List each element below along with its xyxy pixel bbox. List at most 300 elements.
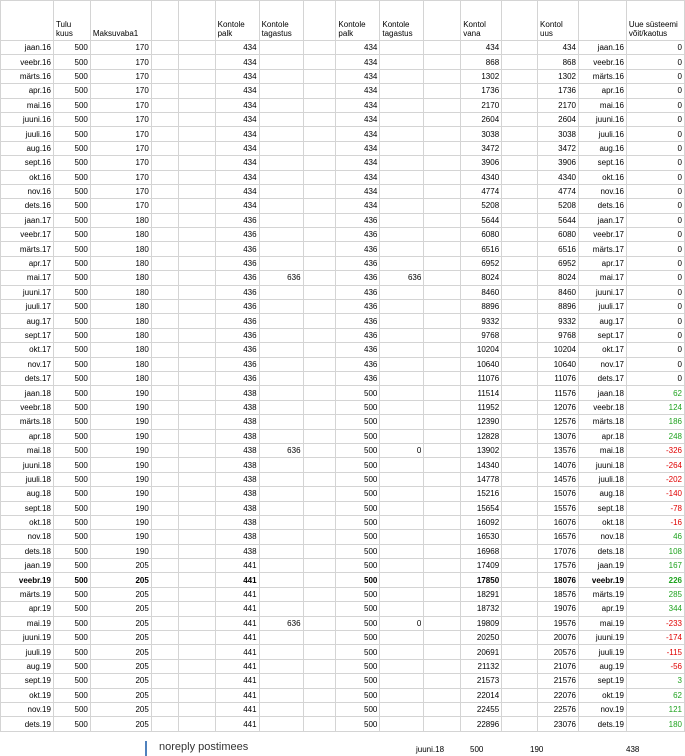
- cell-old-return[interactable]: [259, 98, 303, 112]
- cell-old-salary[interactable]: 434: [215, 127, 259, 141]
- cell-new-salary[interactable]: 436: [336, 213, 380, 227]
- cell-blank-b[interactable]: [178, 242, 215, 256]
- cell-month[interactable]: märts.19: [1, 587, 54, 601]
- cell-blank-c[interactable]: [303, 587, 336, 601]
- header-cell-new-balance[interactable]: Kontol uus: [538, 1, 579, 41]
- cell-blank-e[interactable]: [502, 300, 538, 314]
- cell-allowance[interactable]: 190: [90, 530, 151, 544]
- cell-old-balance[interactable]: 15216: [461, 487, 502, 501]
- cell-blank-d[interactable]: [424, 645, 461, 659]
- cell-gain-loss[interactable]: -174: [626, 631, 684, 645]
- cell-new-balance[interactable]: 6080: [538, 228, 579, 242]
- cell-blank-d[interactable]: [424, 271, 461, 285]
- cell-month-repeat[interactable]: juuli.18: [578, 472, 626, 486]
- cell-blank-e[interactable]: [502, 631, 538, 645]
- cell-new-salary[interactable]: 500: [336, 386, 380, 400]
- cell-blank-d[interactable]: [424, 515, 461, 529]
- cell-new-salary[interactable]: 500: [336, 415, 380, 429]
- cell-blank-c[interactable]: [303, 688, 336, 702]
- cell-allowance[interactable]: 205: [90, 602, 151, 616]
- cell-month-repeat[interactable]: juuni.19: [578, 631, 626, 645]
- cell-old-return[interactable]: [259, 472, 303, 486]
- cell-blank-d[interactable]: [424, 415, 461, 429]
- cell-month-repeat[interactable]: mai.17: [578, 271, 626, 285]
- cell-old-balance[interactable]: 8896: [461, 300, 502, 314]
- cell-blank-c[interactable]: [303, 98, 336, 112]
- cell-blank-c[interactable]: [303, 674, 336, 688]
- cell-allowance[interactable]: 170: [90, 84, 151, 98]
- cell-blank-b[interactable]: [178, 170, 215, 184]
- cell-income[interactable]: 500: [53, 156, 90, 170]
- cell-blank-d[interactable]: [424, 156, 461, 170]
- cell-old-balance[interactable]: 12828: [461, 429, 502, 443]
- cell-month[interactable]: märts.16: [1, 69, 54, 83]
- cell-old-salary[interactable]: 434: [215, 55, 259, 69]
- cell-old-salary[interactable]: 441: [215, 688, 259, 702]
- cell-blank-b[interactable]: [178, 55, 215, 69]
- cell-blank-a[interactable]: [151, 702, 178, 716]
- cell-new-return[interactable]: [380, 343, 424, 357]
- cell-blank-a[interactable]: [151, 386, 178, 400]
- cell-blank-a[interactable]: [151, 271, 178, 285]
- cell-month[interactable]: apr.18: [1, 429, 54, 443]
- cell-blank-c[interactable]: [303, 184, 336, 198]
- cell-old-salary[interactable]: 434: [215, 170, 259, 184]
- cell-gain-loss[interactable]: 62: [626, 386, 684, 400]
- cell-new-salary[interactable]: 500: [336, 487, 380, 501]
- cell-income[interactable]: 500: [53, 112, 90, 126]
- cell-new-balance[interactable]: 17076: [538, 544, 579, 558]
- cell-old-salary[interactable]: 434: [215, 112, 259, 126]
- cell-new-balance[interactable]: 6516: [538, 242, 579, 256]
- cell-blank-b[interactable]: [178, 400, 215, 414]
- cell-blank-e[interactable]: [502, 98, 538, 112]
- cell-new-salary[interactable]: 500: [336, 429, 380, 443]
- cell-new-salary[interactable]: 434: [336, 141, 380, 155]
- cell-blank-c[interactable]: [303, 443, 336, 457]
- cell-blank-e[interactable]: [502, 429, 538, 443]
- cell-old-return[interactable]: [259, 587, 303, 601]
- cell-blank-e[interactable]: [502, 544, 538, 558]
- cell-blank-c[interactable]: [303, 170, 336, 184]
- cell-month-repeat[interactable]: märts.17: [578, 242, 626, 256]
- cell-allowance[interactable]: 190: [90, 501, 151, 515]
- cell-month-repeat[interactable]: juuli.16: [578, 127, 626, 141]
- cell-old-salary[interactable]: 434: [215, 98, 259, 112]
- cell-allowance[interactable]: 180: [90, 256, 151, 270]
- cell-new-balance[interactable]: 9332: [538, 314, 579, 328]
- cell-blank-a[interactable]: [151, 213, 178, 227]
- cell-new-balance[interactable]: 21576: [538, 674, 579, 688]
- cell-blank-d[interactable]: [424, 69, 461, 83]
- cell-income[interactable]: 500: [53, 400, 90, 414]
- cell-blank-c[interactable]: [303, 472, 336, 486]
- cell-old-return[interactable]: [259, 559, 303, 573]
- cell-blank-e[interactable]: [502, 228, 538, 242]
- cell-blank-c[interactable]: [303, 415, 336, 429]
- cell-month[interactable]: juuni.17: [1, 285, 54, 299]
- cell-month[interactable]: juuli.18: [1, 472, 54, 486]
- cell-new-salary[interactable]: 434: [336, 156, 380, 170]
- cell-old-salary[interactable]: 441: [215, 631, 259, 645]
- cell-income[interactable]: 500: [53, 587, 90, 601]
- cell-month[interactable]: veebr.16: [1, 55, 54, 69]
- cell-old-salary[interactable]: 436: [215, 328, 259, 342]
- cell-month-repeat[interactable]: sept.18: [578, 501, 626, 515]
- cell-blank-e[interactable]: [502, 184, 538, 198]
- cell-blank-e[interactable]: [502, 285, 538, 299]
- cell-blank-d[interactable]: [424, 41, 461, 55]
- cell-new-return[interactable]: [380, 242, 424, 256]
- cell-old-balance[interactable]: 22455: [461, 702, 502, 716]
- cell-blank-e[interactable]: [502, 717, 538, 731]
- cell-month-repeat[interactable]: juuni.17: [578, 285, 626, 299]
- cell-allowance[interactable]: 190: [90, 443, 151, 457]
- cell-new-return[interactable]: [380, 371, 424, 385]
- cell-income[interactable]: 500: [53, 702, 90, 716]
- cell-new-balance[interactable]: 9768: [538, 328, 579, 342]
- cell-old-return[interactable]: [259, 55, 303, 69]
- cell-blank-d[interactable]: [424, 587, 461, 601]
- cell-gain-loss[interactable]: 285: [626, 587, 684, 601]
- cell-blank-d[interactable]: [424, 314, 461, 328]
- cell-allowance[interactable]: 205: [90, 717, 151, 731]
- cell-blank-c[interactable]: [303, 69, 336, 83]
- cell-new-salary[interactable]: 500: [336, 501, 380, 515]
- cell-old-salary[interactable]: 438: [215, 544, 259, 558]
- cell-month[interactable]: dets.19: [1, 717, 54, 731]
- cell-month[interactable]: veebr.18: [1, 400, 54, 414]
- cell-gain-loss[interactable]: -140: [626, 487, 684, 501]
- cell-old-salary[interactable]: 436: [215, 228, 259, 242]
- cell-blank-b[interactable]: [178, 141, 215, 155]
- cell-month[interactable]: jaan.19: [1, 559, 54, 573]
- cell-month[interactable]: mai.18: [1, 443, 54, 457]
- cell-month[interactable]: juuli.16: [1, 127, 54, 141]
- cell-old-salary[interactable]: 438: [215, 501, 259, 515]
- cell-gain-loss[interactable]: 0: [626, 228, 684, 242]
- cell-gain-loss[interactable]: 0: [626, 112, 684, 126]
- cell-blank-e[interactable]: [502, 702, 538, 716]
- cell-income[interactable]: 500: [53, 343, 90, 357]
- cell-income[interactable]: 500: [53, 717, 90, 731]
- cell-new-return[interactable]: 636: [380, 271, 424, 285]
- cell-blank-a[interactable]: [151, 415, 178, 429]
- cell-blank-a[interactable]: [151, 357, 178, 371]
- cell-old-salary[interactable]: 438: [215, 429, 259, 443]
- cell-month[interactable]: juuli.19: [1, 645, 54, 659]
- cell-blank-d[interactable]: [424, 400, 461, 414]
- cell-old-salary[interactable]: 438: [215, 515, 259, 529]
- cell-blank-d[interactable]: [424, 458, 461, 472]
- cell-allowance[interactable]: 170: [90, 199, 151, 213]
- cell-new-balance[interactable]: 17576: [538, 559, 579, 573]
- cell-gain-loss[interactable]: 0: [626, 141, 684, 155]
- cell-blank-a[interactable]: [151, 587, 178, 601]
- cell-old-balance[interactable]: 3472: [461, 141, 502, 155]
- cell-month[interactable]: mai.17: [1, 271, 54, 285]
- cell-blank-c[interactable]: [303, 602, 336, 616]
- cell-old-balance[interactable]: 6080: [461, 228, 502, 242]
- cell-month[interactable]: juuni.19: [1, 631, 54, 645]
- cell-new-return[interactable]: [380, 544, 424, 558]
- cell-old-balance[interactable]: 21132: [461, 659, 502, 673]
- cell-blank-e[interactable]: [502, 616, 538, 630]
- cell-month[interactable]: dets.16: [1, 199, 54, 213]
- cell-new-balance[interactable]: 6952: [538, 256, 579, 270]
- cell-month-repeat[interactable]: dets.18: [578, 544, 626, 558]
- cell-gain-loss[interactable]: 0: [626, 170, 684, 184]
- cell-blank-e[interactable]: [502, 156, 538, 170]
- cell-month-repeat[interactable]: märts.18: [578, 415, 626, 429]
- cell-old-salary[interactable]: 436: [215, 285, 259, 299]
- cell-blank-a[interactable]: [151, 98, 178, 112]
- cell-new-salary[interactable]: 436: [336, 371, 380, 385]
- cell-income[interactable]: 500: [53, 271, 90, 285]
- cell-new-salary[interactable]: 436: [336, 328, 380, 342]
- cell-new-balance[interactable]: 14576: [538, 472, 579, 486]
- cell-income[interactable]: 500: [53, 472, 90, 486]
- cell-allowance[interactable]: 190: [90, 472, 151, 486]
- cell-income[interactable]: 500: [53, 688, 90, 702]
- cell-gain-loss[interactable]: 180: [626, 717, 684, 731]
- cell-blank-a[interactable]: [151, 400, 178, 414]
- cell-new-salary[interactable]: 500: [336, 400, 380, 414]
- cell-blank-b[interactable]: [178, 501, 215, 515]
- cell-month[interactable]: jaan.18: [1, 386, 54, 400]
- cell-new-balance[interactable]: 19076: [538, 602, 579, 616]
- cell-gain-loss[interactable]: -233: [626, 616, 684, 630]
- cell-old-balance[interactable]: 12390: [461, 415, 502, 429]
- cell-income[interactable]: 500: [53, 501, 90, 515]
- cell-blank-b[interactable]: [178, 184, 215, 198]
- cell-income[interactable]: 500: [53, 199, 90, 213]
- cell-month[interactable]: apr.16: [1, 84, 54, 98]
- cell-old-return[interactable]: [259, 659, 303, 673]
- cell-allowance[interactable]: 170: [90, 156, 151, 170]
- cell-blank-d[interactable]: [424, 228, 461, 242]
- cell-new-return[interactable]: [380, 357, 424, 371]
- cell-month-repeat[interactable]: veebr.18: [578, 400, 626, 414]
- cell-month-repeat[interactable]: okt.19: [578, 688, 626, 702]
- header-cell-old-balance[interactable]: Kontol vana: [461, 1, 502, 41]
- cell-gain-loss[interactable]: 0: [626, 84, 684, 98]
- cell-old-salary[interactable]: 441: [215, 674, 259, 688]
- cell-new-balance[interactable]: 8024: [538, 271, 579, 285]
- cell-blank-d[interactable]: [424, 717, 461, 731]
- cell-month[interactable]: sept.18: [1, 501, 54, 515]
- cell-month-repeat[interactable]: jaan.16: [578, 41, 626, 55]
- cell-old-return[interactable]: [259, 199, 303, 213]
- cell-gain-loss[interactable]: 344: [626, 602, 684, 616]
- cell-blank-c[interactable]: [303, 400, 336, 414]
- cell-allowance[interactable]: 205: [90, 559, 151, 573]
- cell-blank-c[interactable]: [303, 328, 336, 342]
- cell-old-return[interactable]: [259, 501, 303, 515]
- cell-income[interactable]: 500: [53, 314, 90, 328]
- cell-month-repeat[interactable]: märts.19: [578, 587, 626, 601]
- cell-new-balance[interactable]: 20576: [538, 645, 579, 659]
- cell-blank-d[interactable]: [424, 213, 461, 227]
- cell-blank-e[interactable]: [502, 343, 538, 357]
- cell-blank-d[interactable]: [424, 98, 461, 112]
- cell-new-return[interactable]: [380, 559, 424, 573]
- cell-blank-c[interactable]: [303, 357, 336, 371]
- cell-month-repeat[interactable]: okt.18: [578, 515, 626, 529]
- cell-old-salary[interactable]: 436: [215, 314, 259, 328]
- cell-blank-b[interactable]: [178, 127, 215, 141]
- cell-new-balance[interactable]: 434: [538, 41, 579, 55]
- cell-blank-d[interactable]: [424, 573, 461, 587]
- cell-blank-e[interactable]: [502, 559, 538, 573]
- cell-blank-d[interactable]: [424, 343, 461, 357]
- cell-month[interactable]: jaan.16: [1, 41, 54, 55]
- cell-blank-c[interactable]: [303, 300, 336, 314]
- cell-blank-c[interactable]: [303, 573, 336, 587]
- cell-month-repeat[interactable]: dets.16: [578, 199, 626, 213]
- cell-allowance[interactable]: 170: [90, 170, 151, 184]
- cell-new-balance[interactable]: 3038: [538, 127, 579, 141]
- cell-month[interactable]: nov.16: [1, 184, 54, 198]
- cell-income[interactable]: 500: [53, 256, 90, 270]
- cell-blank-e[interactable]: [502, 602, 538, 616]
- cell-blank-a[interactable]: [151, 242, 178, 256]
- cell-gain-loss[interactable]: 124: [626, 400, 684, 414]
- cell-new-salary[interactable]: 500: [336, 645, 380, 659]
- cell-new-salary[interactable]: 434: [336, 69, 380, 83]
- cell-old-salary[interactable]: 436: [215, 271, 259, 285]
- cell-blank-c[interactable]: [303, 55, 336, 69]
- cell-blank-b[interactable]: [178, 645, 215, 659]
- cell-allowance[interactable]: 190: [90, 544, 151, 558]
- cell-gain-loss[interactable]: 0: [626, 127, 684, 141]
- cell-new-salary[interactable]: 434: [336, 199, 380, 213]
- cell-blank-c[interactable]: [303, 530, 336, 544]
- cell-blank-b[interactable]: [178, 587, 215, 601]
- cell-gain-loss[interactable]: -78: [626, 501, 684, 515]
- cell-blank-c[interactable]: [303, 645, 336, 659]
- cell-new-return[interactable]: [380, 501, 424, 515]
- cell-old-salary[interactable]: 434: [215, 184, 259, 198]
- header-cell-old-salary[interactable]: Kontole palk: [215, 1, 259, 41]
- cell-old-balance[interactable]: 4774: [461, 184, 502, 198]
- cell-gain-loss[interactable]: 0: [626, 156, 684, 170]
- cell-old-balance[interactable]: 15654: [461, 501, 502, 515]
- cell-old-return[interactable]: [259, 386, 303, 400]
- cell-old-balance[interactable]: 3038: [461, 127, 502, 141]
- cell-blank-e[interactable]: [502, 530, 538, 544]
- cell-new-return[interactable]: [380, 530, 424, 544]
- cell-old-salary[interactable]: 434: [215, 141, 259, 155]
- cell-new-salary[interactable]: 436: [336, 256, 380, 270]
- cell-new-balance[interactable]: 21076: [538, 659, 579, 673]
- cell-month-repeat[interactable]: nov.19: [578, 702, 626, 716]
- cell-gain-loss[interactable]: 0: [626, 55, 684, 69]
- cell-new-balance[interactable]: 11076: [538, 371, 579, 385]
- cell-new-return[interactable]: [380, 127, 424, 141]
- cell-allowance[interactable]: 170: [90, 184, 151, 198]
- cell-blank-b[interactable]: [178, 156, 215, 170]
- cell-blank-b[interactable]: [178, 616, 215, 630]
- cell-allowance[interactable]: 180: [90, 314, 151, 328]
- cell-new-balance[interactable]: 4340: [538, 170, 579, 184]
- cell-blank-b[interactable]: [178, 69, 215, 83]
- cell-month-repeat[interactable]: okt.17: [578, 343, 626, 357]
- cell-income[interactable]: 500: [53, 328, 90, 342]
- cell-allowance[interactable]: 190: [90, 415, 151, 429]
- cell-blank-d[interactable]: [424, 530, 461, 544]
- cell-month-repeat[interactable]: apr.19: [578, 602, 626, 616]
- cell-new-balance[interactable]: 15076: [538, 487, 579, 501]
- cell-allowance[interactable]: 170: [90, 127, 151, 141]
- cell-old-return[interactable]: [259, 487, 303, 501]
- cell-old-return[interactable]: [259, 371, 303, 385]
- cell-blank-b[interactable]: [178, 559, 215, 573]
- cell-income[interactable]: 500: [53, 213, 90, 227]
- cell-blank-b[interactable]: [178, 314, 215, 328]
- cell-allowance[interactable]: 180: [90, 343, 151, 357]
- cell-new-return[interactable]: [380, 112, 424, 126]
- cell-blank-e[interactable]: [502, 415, 538, 429]
- cell-income[interactable]: 500: [53, 84, 90, 98]
- cell-income[interactable]: 500: [53, 141, 90, 155]
- cell-gain-loss[interactable]: 0: [626, 69, 684, 83]
- cell-new-return[interactable]: [380, 213, 424, 227]
- cell-new-salary[interactable]: 434: [336, 84, 380, 98]
- cell-blank-b[interactable]: [178, 98, 215, 112]
- cell-blank-a[interactable]: [151, 443, 178, 457]
- cell-blank-a[interactable]: [151, 674, 178, 688]
- cell-blank-b[interactable]: [178, 674, 215, 688]
- cell-income[interactable]: 500: [53, 55, 90, 69]
- cell-blank-b[interactable]: [178, 515, 215, 529]
- cell-month-repeat[interactable]: jaan.18: [578, 386, 626, 400]
- cell-old-return[interactable]: [259, 717, 303, 731]
- cell-old-salary[interactable]: 436: [215, 371, 259, 385]
- cell-old-return[interactable]: 636: [259, 616, 303, 630]
- cell-old-return[interactable]: [259, 544, 303, 558]
- cell-month[interactable]: dets.18: [1, 544, 54, 558]
- cell-blank-d[interactable]: [424, 559, 461, 573]
- cell-new-return[interactable]: [380, 199, 424, 213]
- cell-new-salary[interactable]: 500: [336, 458, 380, 472]
- cell-blank-a[interactable]: [151, 429, 178, 443]
- cell-allowance[interactable]: 180: [90, 300, 151, 314]
- cell-blank-c[interactable]: [303, 271, 336, 285]
- cell-old-balance[interactable]: 868: [461, 55, 502, 69]
- cell-new-return[interactable]: [380, 285, 424, 299]
- cell-blank-a[interactable]: [151, 544, 178, 558]
- cell-gain-loss[interactable]: 248: [626, 429, 684, 443]
- cell-new-return[interactable]: [380, 328, 424, 342]
- header-cell-blank-d[interactable]: [424, 1, 461, 41]
- cell-month-repeat[interactable]: nov.18: [578, 530, 626, 544]
- header-cell-blank-a[interactable]: [151, 1, 178, 41]
- cell-old-balance[interactable]: 16530: [461, 530, 502, 544]
- cell-allowance[interactable]: 205: [90, 587, 151, 601]
- cell-old-balance[interactable]: 10204: [461, 343, 502, 357]
- cell-allowance[interactable]: 180: [90, 213, 151, 227]
- cell-income[interactable]: 500: [53, 458, 90, 472]
- cell-new-balance[interactable]: 3906: [538, 156, 579, 170]
- cell-blank-b[interactable]: [178, 458, 215, 472]
- cell-blank-c[interactable]: [303, 559, 336, 573]
- cell-income[interactable]: 500: [53, 616, 90, 630]
- cell-gain-loss[interactable]: -115: [626, 645, 684, 659]
- cell-blank-a[interactable]: [151, 228, 178, 242]
- cell-blank-d[interactable]: [424, 199, 461, 213]
- cell-new-salary[interactable]: 434: [336, 170, 380, 184]
